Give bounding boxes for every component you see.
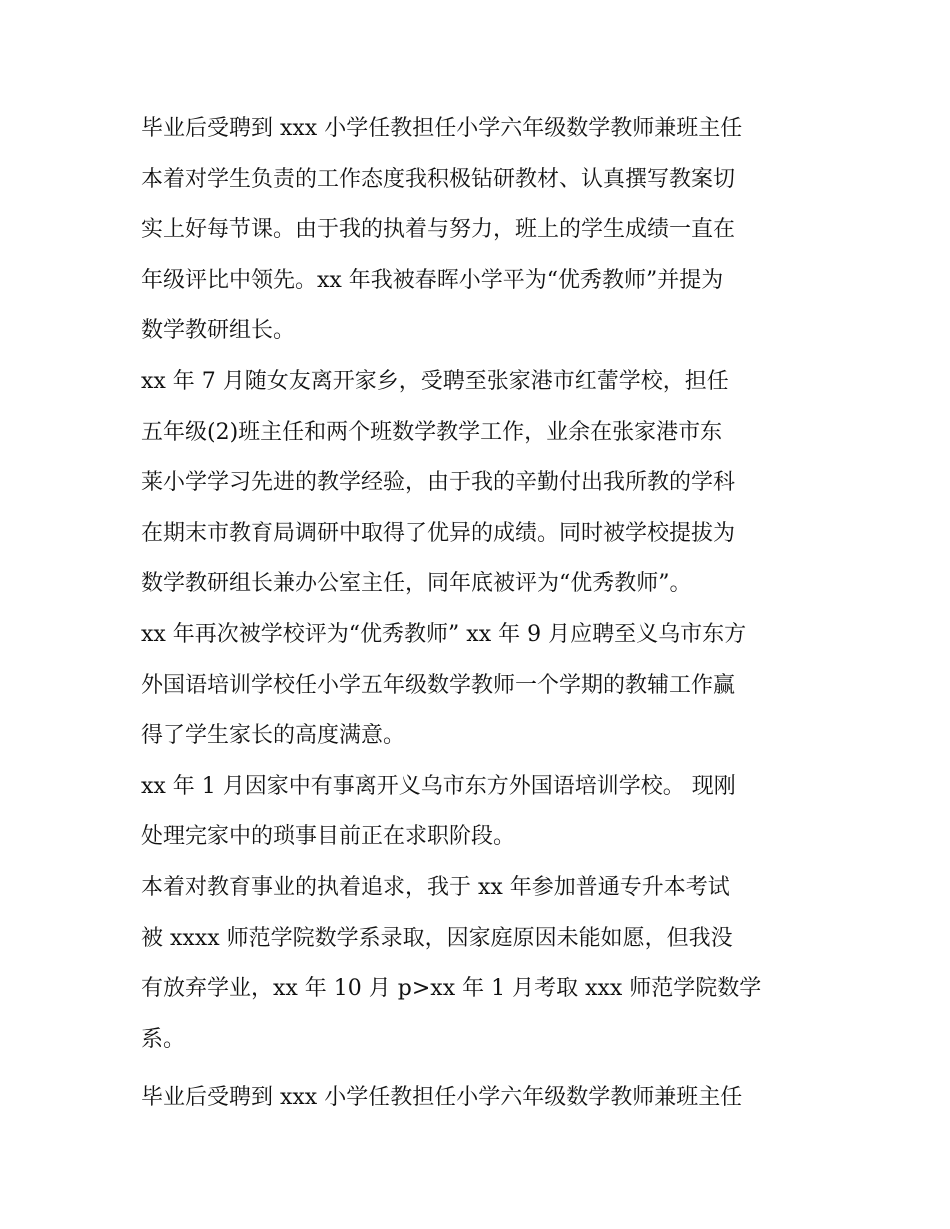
text-line: 有放弃学业，xx 年 10 月 p>xx 年 1 月考取 xxx 师范学院数学	[141, 976, 762, 1001]
text-line: 五年级(2)班主任和两个班数学教学工作，业余在张家港市东	[141, 420, 723, 445]
text-line: xx 年 1 月因家中有事离开义乌市东方外国语培训学校。 现刚	[141, 774, 736, 799]
text-line: 本着对学生负责的工作态度我积极钻研教材、认真撰写教案切	[141, 167, 736, 192]
text-line: 在期末市教育局调研中取得了优异的成绩。同时被学校提拔为	[141, 521, 736, 546]
text-line: xx 年 7 月随女友离开家乡，受聘至张家港市红蕾学校，担任	[141, 369, 729, 394]
text-line: 处理完家中的琐事目前正在求职阶段。	[141, 824, 516, 849]
text-line: 外国语培训学校任小学五年级数学教师一个学期的教辅工作赢	[141, 673, 736, 698]
text-line: 毕业后受聘到 xxx 小学任教担任小学六年级数学教师兼班主任	[141, 1085, 743, 1110]
text-line: 被 xxxx 师范学院数学系录取，因家庭原因未能如愿，但我没	[141, 926, 733, 951]
text-line: 数学教研组长兼办公室主任，同年底被评为“优秀教师”。	[141, 571, 692, 596]
text-line: 得了学生家长的高度满意。	[141, 723, 406, 748]
text-line: 莱小学学习先进的教学经验，由于我的辛勤付出我所教的学科	[141, 470, 736, 495]
text-line: 本着对教育事业的执着追求，我于 xx 年参加普通专升本考试	[141, 875, 730, 900]
text-line: 数学教研组长。	[141, 318, 296, 343]
text-line: 毕业后受聘到 xxx 小学任教担任小学六年级数学教师兼班主任	[141, 116, 743, 141]
text-line: xx 年再次被学校评为“优秀教师” xx 年 9 月应聘至义乌市东方	[141, 622, 747, 647]
text-line: 系。	[141, 1027, 186, 1052]
text-line: 实上好每节课。由于我的执着与努力，班上的学生成绩一直在	[141, 217, 736, 242]
text-line: 年级评比中领先。xx 年我被春晖小学平为“优秀教师”并提为	[141, 268, 724, 293]
